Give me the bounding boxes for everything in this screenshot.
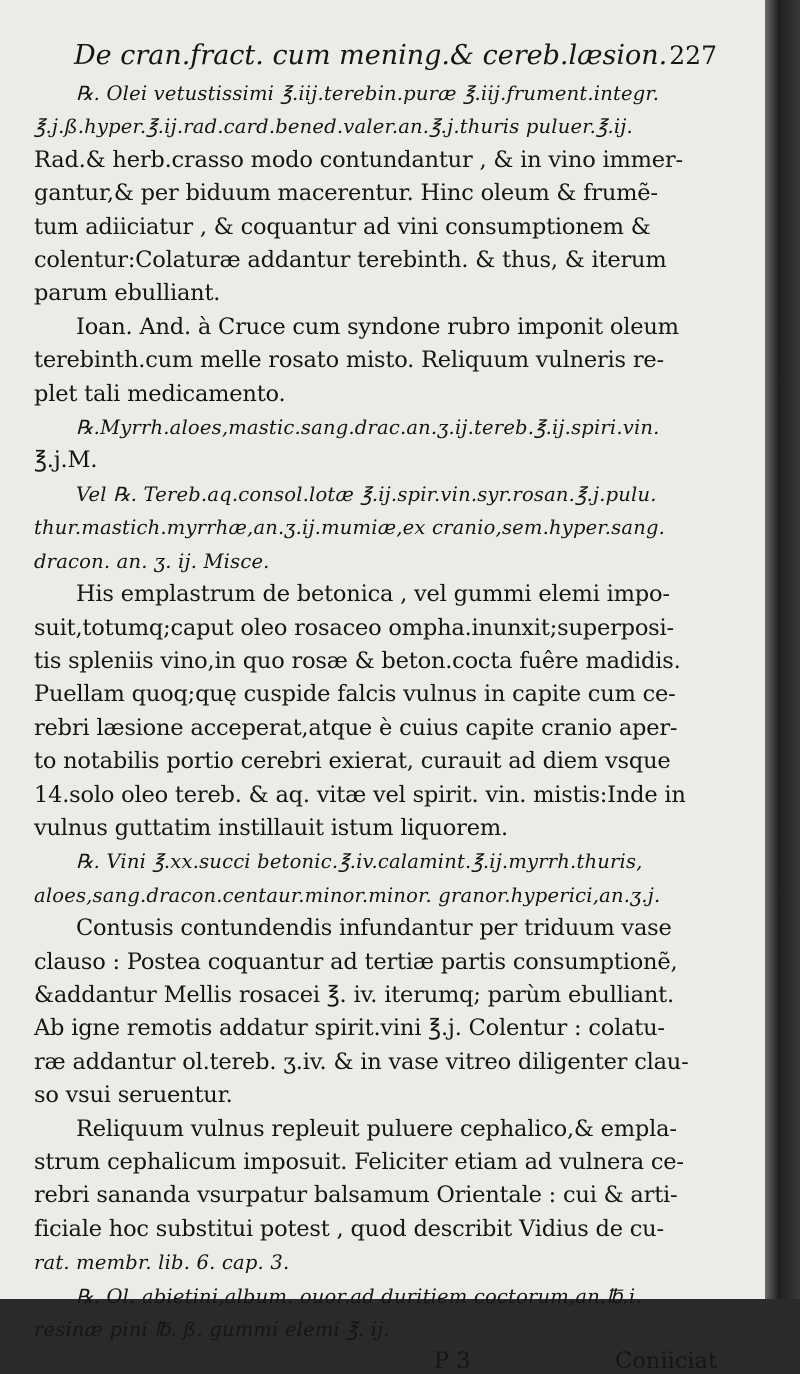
- signature-mark: P 3: [434, 1348, 471, 1374]
- text-line: ℞. Olei vetustissimi ℥.iij.terebin.puræ ℥.iij.frument.integr.: [76, 82, 660, 105]
- text-line: dracon. an. ʒ. ij. Misce.: [34, 549, 270, 573]
- text-line: parum ebulliant.: [34, 280, 221, 307]
- text-line: thur.mastich.myrrhæ,an.ʒ.ij.mumiæ,ex cranio,sem.hyper.sang.: [34, 516, 666, 540]
- text-line: ℞. Vini ℥.xx.succi betonic.℥.iv.calamint.℥.ij.myrrh.thuris,: [76, 850, 643, 874]
- text-line: rat. membr. lib. 6. cap. 3.: [34, 1251, 290, 1275]
- text-line: &addantur Mellis rosacei ℥. iv. iterumq; parùm ebulliant.: [34, 981, 674, 1008]
- text-line: His emplastrum de betonica , vel gummi elemi impo-: [76, 581, 670, 608]
- text-line: ræ addantur ol.tereb. ʒ.iv. & in vase vitreo diligenter clau-: [34, 1048, 689, 1075]
- text-line: Ioan. And. à Cruce cum syndone rubro imponit oleum: [76, 313, 679, 340]
- text-line: ℥.j.M.: [34, 447, 98, 474]
- page-number: 227: [669, 41, 717, 70]
- text-line: gantur,& per biduum macerentur. Hinc oleum & frumẽ-: [34, 180, 658, 207]
- text-line: rebri læsione acceperat,atque è cuius capite cranio aper-: [34, 714, 678, 741]
- text-line: Contusis contundendis infundantur per triduum vase: [76, 915, 672, 942]
- text-line: vulnus guttatim instillauit istum liquorem.: [34, 814, 508, 841]
- text-line: colentur:Colaturæ addantur terebinth. & thus, & iterum: [34, 247, 667, 274]
- body-text: [34, 77, 717, 1346]
- text-line: ficiale hoc substitui potest , quod describit Vidius de cu-: [34, 1215, 664, 1242]
- running-title: De cran.fract. cum mening.& cereb.læsion.: [74, 40, 668, 71]
- text-line: suit,totumq;caput oleo rosaceo ompha.inunxit;superposi-: [34, 614, 674, 641]
- text-line: ℞. Ol. abietini,album. ouor.ad duritiem coctorum,an.℔.i.: [76, 1284, 642, 1308]
- text-line: ℥.j.ß.hyper.℥.ij.rad.card.bened.valer.an.℥.j.thuris puluer.℥.ij.: [34, 115, 633, 139]
- text-line: aloes,sang.dracon.centaur.minor.minor. granor.hyperici,an.ʒ.j.: [34, 883, 661, 907]
- text-line: Reliquum vulnus repleuit puluere cephalico,& empla-: [76, 1115, 677, 1142]
- catchword: Coniiciat: [615, 1348, 717, 1374]
- page-footer: [34, 1348, 717, 1374]
- text-line: Puellam quoq;quę cuspide falcis vulnus in capite cum ce-: [34, 681, 676, 708]
- text-line: to notabilis portio cerebri exierat, curauit ad diem vsque: [34, 748, 671, 775]
- text-line: strum cephalicum imposuit. Feliciter etiam ad vulnera ce-: [34, 1149, 684, 1175]
- text-line: clauso : Postea coquantur ad tertiæ partis consumptionẽ,: [34, 948, 678, 975]
- text-line: ℞.Myrrh.aloes,mastic.sang.drac.an.ʒ.ij.tereb.℥.ij.spiri.vin.: [76, 416, 660, 440]
- text-line: 14.solo oleo tereb. & aq. vitæ vel spirit. vin. mistis:Inde in: [34, 781, 686, 808]
- text-line: rebri sananda vsurpatur balsamum Orientale : cui & arti-: [34, 1182, 678, 1209]
- text-line: tum adiiciatur , & coquantur ad vini consumptionem &: [34, 213, 651, 240]
- page-header: [74, 40, 717, 71]
- text-line: Rad.& herb.crasso modo contundantur , & in vino immer-: [34, 146, 683, 173]
- text-line: Vel ℞. Tereb.aq.consol.lotæ ℥.ij.spir.vin.syr.rosan.℥.j.pulu.: [76, 482, 657, 506]
- text-line: resinæ pini ℔. ß. gummi elemi ℥. ij.: [34, 1318, 390, 1342]
- text-line: Ab igne remotis addatur spirit.vini ℥.j. Colentur : colatu-: [34, 1015, 665, 1042]
- text-line: so vsui seruentur.: [34, 1082, 233, 1109]
- book-spine: [765, 0, 800, 1299]
- text-line: tis spleniis vino,in quo rosæ & beton.cocta fuêre madidis.: [34, 647, 681, 674]
- text-line: plet tali medicamento.: [34, 380, 286, 407]
- text-line: terebinth.cum melle rosato misto. Reliquum vulneris re-: [34, 347, 664, 374]
